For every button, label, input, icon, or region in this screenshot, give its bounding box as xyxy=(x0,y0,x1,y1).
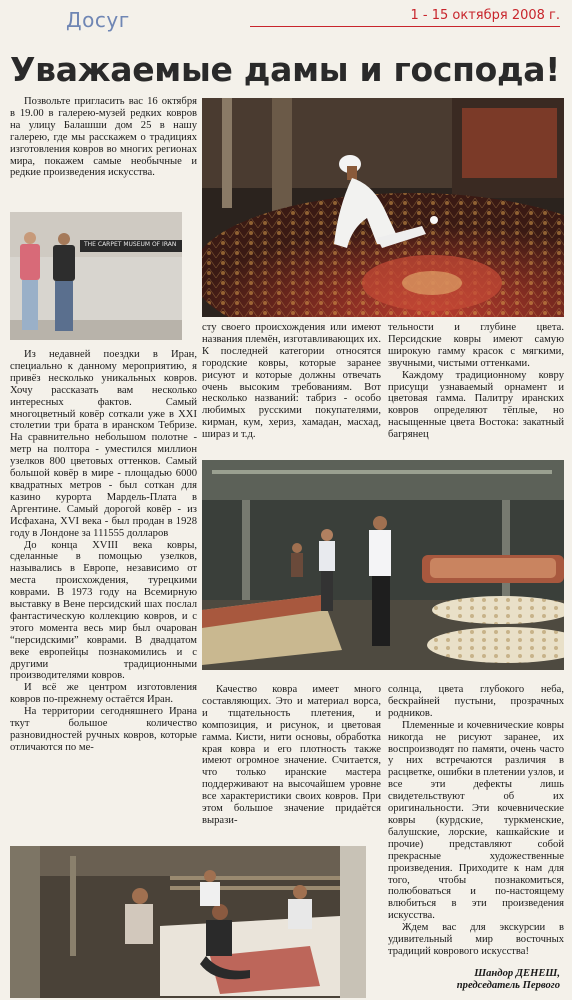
signature-title: председатель Первого xyxy=(456,980,560,991)
headline: Уважаемые дамы и господа! xyxy=(10,50,561,89)
intro-paragraph xyxy=(10,96,197,179)
column-2-text xyxy=(202,322,381,441)
col1-para-3: И всё же центром изготовления ковров по-прежнему остаётся Иран. xyxy=(10,682,197,706)
photo-museum-entrance xyxy=(10,212,182,340)
signature xyxy=(457,968,560,992)
column-2b-text xyxy=(202,684,381,827)
photo-weavers-workshop xyxy=(10,846,366,998)
signature-name: Шандор ДЕНЕШ, xyxy=(474,968,560,979)
column-3-text xyxy=(388,322,564,441)
col3b-para-3: Ждем вас для экскурсии в удивительный мир восточных традиций коврового искусства! xyxy=(388,922,564,957)
issue-date: 1 - 15 октября 2008 г. xyxy=(410,8,560,23)
col3b-para-2: Племенные и кочевнические ковры никогда не рисуют заранее, их воспроизводят по памяти, очень часто у них встречаются различия в расцветке, ошибки в плетении узлов, и все эти дефекты лишь свидетельствуют об их оригинальности. Эти кочевнические ковры (курдские, туркменские, балушские, лорские, кашкайские и прочие) представляют собой прекрасные художественные произведения. Приходите к нам для того, чтобы познакомиться, полюбоваться и по-настоящему влюбиться в эти произведения искусства. xyxy=(388,719,564,922)
col3-para-1: тельности и глубине цвета. Персидские ковры имеют самую широкую гамму красок с мягкими, звучными, чистыми оттенками. xyxy=(388,322,564,369)
col3b-para-1: солнца, цвета глубокого неба, бескрайней пустыни, прозрачных родников. xyxy=(388,684,564,719)
column-1-text xyxy=(10,349,197,754)
photo-carpet-weaver xyxy=(202,98,564,317)
museum-sign-text: THE CARPET MUSEUM OF IRAN xyxy=(84,241,177,248)
col2b-para-1: Качество ковра имеет много составляющих. Это и материал ворса, и тщательность плетения, и композиция, и рисунок, и цветовая гамма. Кисти, нити основы, обработка края ковра и его плотность также имеют огромное значение. Считается, что только иранские мастера поддерживают на высочайшем уровне все характеристики своих ковров. При этом большое значение придаётся вырази- xyxy=(202,684,381,826)
col1-para-1: Из недавней поездки в Иран, специально к данному мероприятию, я привёз несколько уникальных ковров. Хочу рассказать вам несколько интересных фактов. Самый многоцветный ковёр соткали уже в XXI столетии три брата в иранском Тебризе. На сравнительно небольшом полотне - метр на полтора - уместился миллион узелков 800 цветовых оттенков. Самый большой ковёр в мире - площадью 6000 квадратных метров - был соткан для казино курорта Мардель-Плата в Аргентине. Самый дорогой ковёр - из Исфахана, XVI века - был продан в 1928 году в Лондоне за 111555 долларов xyxy=(10,349,197,539)
column-3b-text xyxy=(388,684,564,958)
photo-carpet-gallery xyxy=(202,460,564,670)
col1-para-4: На территории сегодняшнего Ирана ткут большое количество разновидностей ручных ковров, которые отличаются по ме- xyxy=(10,706,197,753)
intro-text: Позвольте пригласить вас 16 октября в 19.00 в галерею-музей редких ковров на улицу Балашши дом 25 в нашу галерею, где мы расскажем о традициях изготовления ковров во многих регионах мира, покажем самые необычные и редкие произведения искусства. xyxy=(10,96,197,179)
header-rule xyxy=(250,26,560,27)
col2-para-1: сту своего происхождения или имеют названия племён, изготавливающих их. К последней категории относятся городские ковры, которые заранее рисуют и которые должны отвечать очень высоким требованиям. Вот несколько названий: табриз - особо любимых русскими покупателями, кирман, кум, хериз, хамадан, масхад, шираз и т.д. xyxy=(202,322,381,441)
col1-para-2: До конца XVIII века ковры, сделанные в помощью узелков, назывались в Европе, независимо от места происхождения, турецкими коврами. В 1973 году на Всемирную выставку в Вене персидский шах послал фантастическую коллекцию ковров, и с этого момента весь мир был очарован “персидскими” коврами. В двадцатом веке европейцы познакомились и с другими традиционными производителями ковров. xyxy=(10,539,197,682)
section-title: Досуг xyxy=(66,8,130,32)
col3-para-2: Каждому традиционному ковру присущи узнаваемый орнамент и цветовая гамма. Палитру иранских ковров определяют тёплые, но насыщенные цвета Востока: закатный багрянец xyxy=(388,369,564,441)
